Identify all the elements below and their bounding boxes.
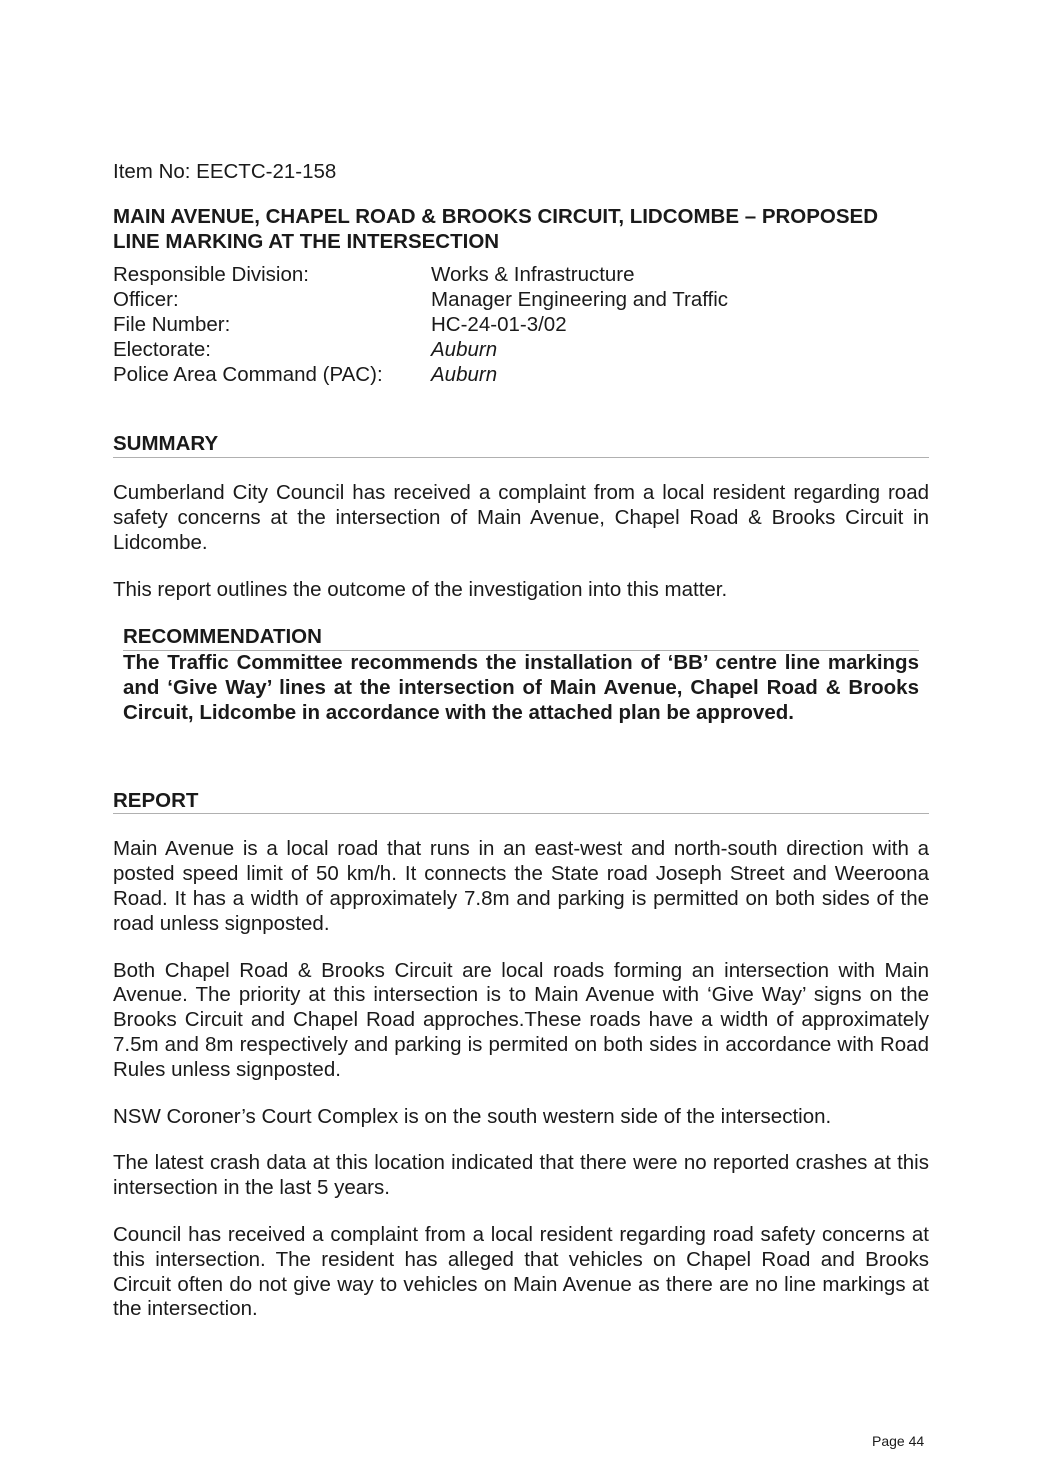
report-paragraph-2: Both Chapel Road & Brooks Circuit are local roads forming an intersection with Main Avenue. The priority at this intersection is to Main Avenue with ‘Give Way’ signs on the Brooks Circuit and Chapel Road approches.These roads have a width of approximately 7.5m and 8m respectively and parking is permited on both sides in accordance with Road Rules unless signposted. (113, 958, 929, 1081)
recommendation-text: The Traffic Committee recommends the installation of ‘BB’ centre line markings and ‘Give Way’ lines at the intersection of Main Avenue, Chapel Road & Brooks Circuit, Lidcombe in accordance with the attached plan be approved. (123, 651, 919, 724)
report-title (113, 205, 929, 255)
report-paragraph-5: Council has received a complaint from a local resident regarding road safety concerns at this intersection. The resident has alleged that vehicles on Chapel Road and Brooks Circuit often do not give way to vehicles on Main Avenue as there are no line markings at the intersection. (113, 1222, 929, 1321)
item-number: Item No: EECTC-21-158 (113, 160, 337, 183)
meta-label-pac: Police Area Command (PAC): (113, 362, 383, 386)
meta-value-officer: Manager Engineering and Traffic (431, 288, 729, 312)
meta-value-electorate: Auburn (431, 337, 498, 361)
meta-value-pac: Auburn (431, 362, 498, 386)
report-paragraph-1: Main Avenue is a local road that runs in an east-west and north-south direction with a posted speed limit of 50 km/h. It connects the State road Joseph Street and Weeroona Road. It has a width of approximately 7.8m and parking is permitted on both sides of the road unless signposted. (113, 837, 929, 935)
summary-heading: SUMMARY (113, 432, 929, 458)
meta-value-division: Works & Infrastructure (431, 263, 635, 287)
meta-label-officer: Officer: (113, 288, 179, 312)
recommendation-section (123, 625, 919, 725)
report-heading: REPORT (113, 789, 929, 815)
report-paragraph-3: NSW Coroner’s Court Complex is on the south western side of the intersection. (113, 1104, 832, 1128)
meta-value-file-number: HC-24-01-3/02 (431, 312, 567, 336)
summary-paragraph-2: This report outlines the outcome of the investigation into this matter. (113, 577, 728, 601)
report-metadata (113, 263, 929, 387)
report-title-line-2: LINE MARKING AT THE INTERSECTION (113, 229, 500, 253)
report-section (113, 789, 929, 1323)
summary-section (113, 432, 929, 602)
page-number: Page 44 (872, 1433, 925, 1449)
meta-label-electorate: Electorate: (113, 337, 211, 361)
recommendation-heading: RECOMMENDATION (123, 625, 919, 651)
meta-label-division: Responsible Division: (113, 263, 309, 287)
summary-paragraph-1: Cumberland City Council has received a complaint from a local resident regarding road safety concerns at the intersection of Main Avenue, Chapel Road & Brooks Circuit in Lidcombe. (113, 481, 929, 554)
report-title-line-1: MAIN AVENUE, CHAPEL ROAD & BROOKS CIRCUIT, LIDCOMBE – PROPOSED (113, 204, 879, 228)
report-paragraph-4: The latest crash data at this location indicated that there were no reported crashes at this intersection in the last 5 years. (113, 1151, 929, 1200)
document-page (113, 160, 929, 1322)
meta-label-file-number: File Number: (113, 312, 231, 336)
